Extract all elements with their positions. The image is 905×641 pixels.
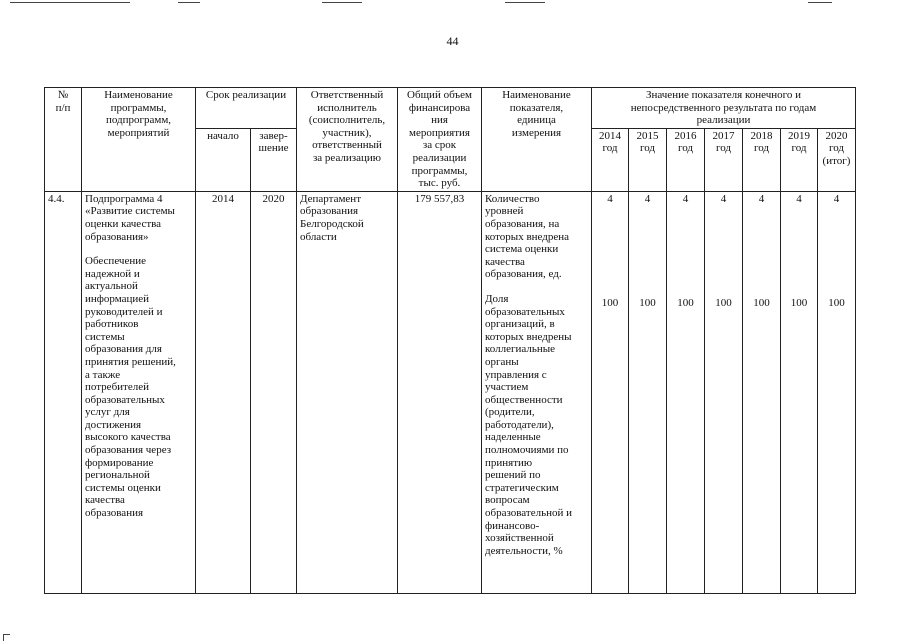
value-2-2015: 100 [639, 296, 656, 309]
value-cell-2015 [629, 191, 667, 593]
row-indicators-cell [482, 191, 592, 593]
value-2-2017: 100 [715, 296, 732, 309]
indicator-2: Доля образовательных организаций, в которых внедрены коллегиальные органы управления с участием общественности (родители, работодатели), наделенные полномочиями по принятию решений по стратегическим вопросам образовательной и финансово- хозяйственной деятельности, % [485, 292, 573, 557]
header-year-2015: 2015 год [629, 128, 667, 191]
row-name-cell [82, 191, 196, 593]
scan-line [505, 2, 545, 3]
header-row-1 [45, 88, 856, 129]
header-end: завер- шение [251, 128, 297, 191]
header-num: № п/п [45, 88, 82, 192]
value-cell-2019 [781, 191, 818, 593]
table-row [45, 191, 856, 593]
value-1-2018: 4 [758, 192, 765, 205]
header-funding: Общий объем финансирова ния мероприятия за срок реализации программы, тыс. руб. [398, 88, 482, 192]
row-responsible: Департамент образования Белгородской области [297, 191, 398, 593]
row-number: 4.4. [45, 191, 82, 593]
value-1-2019: 4 [796, 192, 802, 205]
scan-line [808, 2, 832, 3]
header-year-2017: 2017 год [705, 128, 743, 191]
page-number: 44 [446, 34, 459, 48]
subprogram-task: Обеспечение надежной и актуальной информацией руководителей и работников системы образования для принятия решений, а также потребителей образовательных услуг для достижения высокого качества образования через формирование региональной системы оценки качества образования [85, 255, 176, 520]
header-start: начало [196, 128, 251, 191]
header-year-2014: 2014 год [592, 128, 629, 191]
header-year-2019: 2019 год [781, 128, 818, 191]
header-year-2018: 2018 год [743, 128, 781, 191]
row-start: 2014 [196, 191, 251, 593]
value-cell-2017 [705, 191, 743, 593]
value-cell-2018 [743, 191, 781, 593]
value-2-2014: 100 [601, 296, 619, 309]
scan-line [322, 2, 362, 3]
value-cell-2016 [667, 191, 705, 593]
value-2-2019: 100 [790, 296, 808, 309]
header-year-2020: 2020 год (итог) [818, 128, 856, 191]
indicator-1: Количество уровней образования, на которых внедрена система оценки качества образования, ед. [485, 192, 570, 281]
value-1-2016: 4 [682, 192, 689, 205]
header-period: Срок реализации [196, 88, 297, 129]
program-table [44, 87, 856, 594]
value-1-2015: 4 [644, 192, 651, 205]
value-1-2017: 4 [720, 192, 727, 205]
header-name: Наименование программы, подпрограмм, мероприятий [82, 88, 196, 192]
value-2-2016: 100 [677, 296, 694, 309]
value-2-2020: 100 [828, 296, 845, 309]
header-indicator: Наименование показателя, единица измерения [482, 88, 592, 192]
value-1-2020: 4 [833, 192, 840, 205]
header-values-group: Значение показателя конечного и непосредственного результата по годам реализации [592, 88, 856, 129]
header-responsible: Ответственный исполнитель (соисполнитель, участник), ответственный за реализацию [297, 88, 398, 192]
value-1-2014: 4 [607, 192, 613, 205]
value-cell-2014 [592, 191, 629, 593]
scan-line [178, 2, 200, 3]
row-funding: 179 557,83 [398, 191, 482, 593]
value-cell-2020 [818, 191, 856, 593]
row-end: 2020 [251, 191, 297, 593]
scan-line [10, 2, 130, 3]
subprogram-title: Подпрограмма 4 «Развитие системы оценки качества образования» [85, 192, 175, 243]
value-2-2018: 100 [753, 296, 770, 309]
header-year-2016: 2016 год [667, 128, 705, 191]
